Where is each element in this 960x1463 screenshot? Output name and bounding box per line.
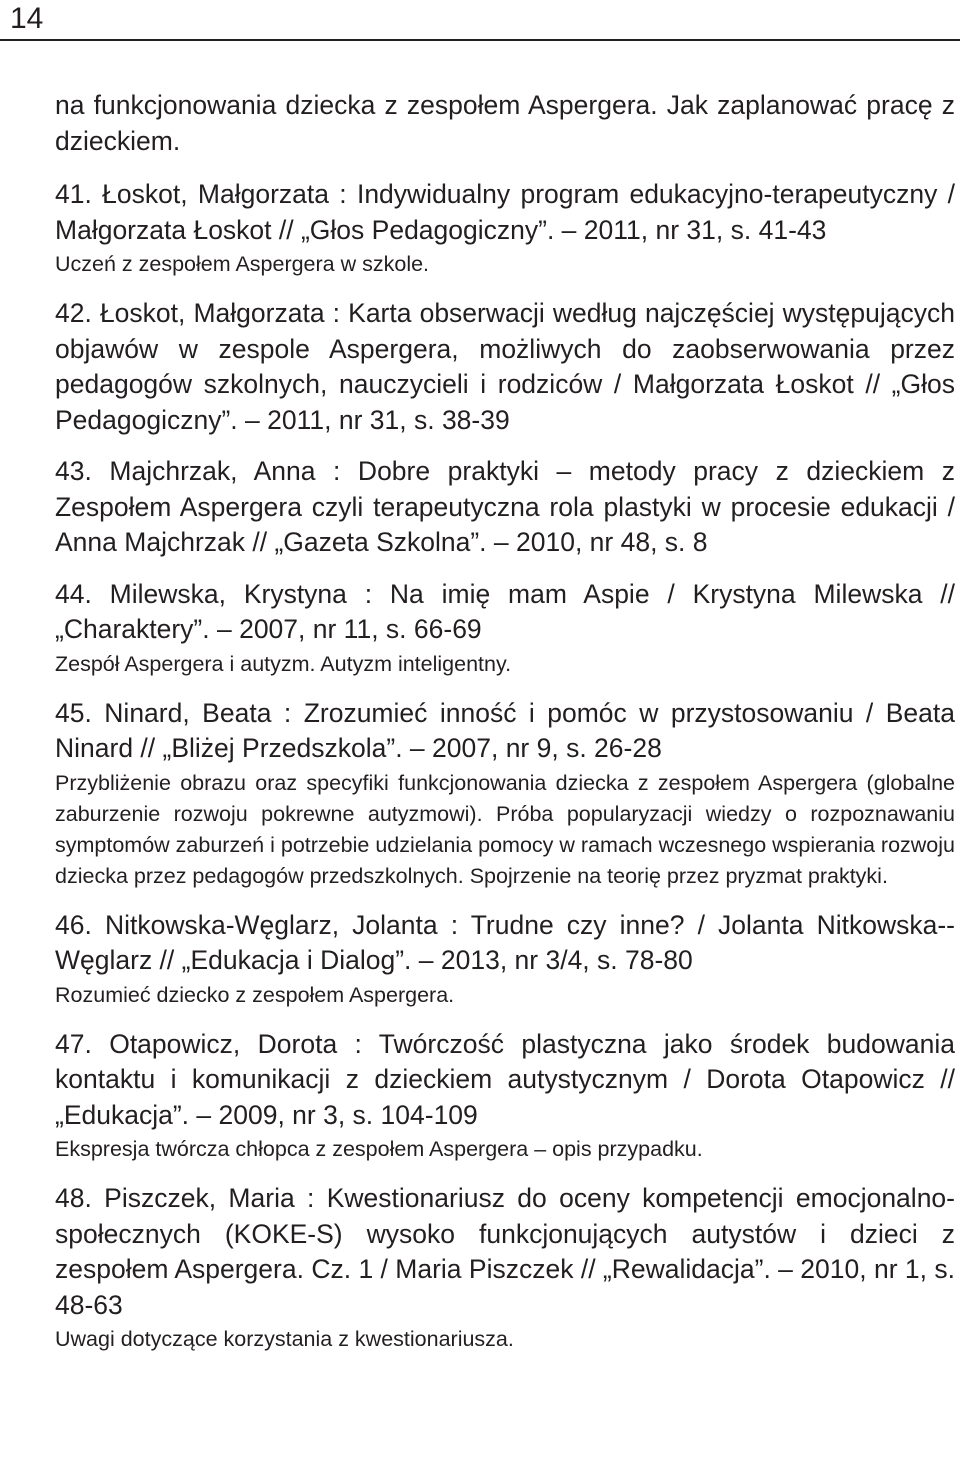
entry-annotation: Zespół Aspergera i autyzm. Autyzm inteligentny. xyxy=(55,651,512,676)
entry-annotation: Przybliżenie obrazu oraz specyfiki funkcjonowania dziecka z zespołem Aspergera (globalne zaburzenie rozwoju pokrewne autyzmowi). Próba popularyzacji wiedzy o rozpoznawaniu symptomów zaburzeń i potrzebie udzielania pomocy w ramach wczesnego wspierania rozwoju dziecka przez pedagogów przedszkolnych. Spojrzenie na teorię przez pryzmat praktyki. xyxy=(55,770,955,888)
entry-annotation: Uczeń z zespołem Aspergera w szkole. xyxy=(55,252,430,276)
entry-annotation: Rozumieć dziecko z zespołem Aspergera. xyxy=(55,982,455,1007)
list-item xyxy=(55,177,955,280)
list-item xyxy=(55,454,955,561)
entry-citation: 42. Łoskot, Małgorzata : Karta obserwacji według najczęściej występujących objawów w zespole Aspergera, możliwych do zaobserwowania przez pedagogów szkolnych, nauczycieli i rodziców / Małgorzata Łoskot // „Głos Pedagogiczny”. – 2011, nr 31, s. 38-39 xyxy=(55,298,955,435)
bibliography-list xyxy=(55,88,955,1371)
entry-citation: 44. Milewska, Krystyna : Na imię mam Aspie / Krystyna Milewska // „Charaktery”. – 2007, nr 11, s. 66-69 xyxy=(55,578,955,644)
entry-citation: 46. Nitkowska-Węglarz, Jolanta : Trudne czy inne? / Jolanta Nitkowska--Węglarz // „Edukacja i Dialog”. – 2013, nr 3/4, s. 78-80 xyxy=(55,909,955,975)
entry-citation: 48. Piszczek, Maria : Kwestionariusz do oceny kompetencji emocjonalno-społecznych (KOKE-S) wysoko funkcjonujących autystów i dzieci z zespołem Aspergera. Cz. 1 / Maria Piszczek // „Rewalidacja”. – 2010, nr 1, s. 48-63 xyxy=(55,1183,955,1320)
entry-citation: 47. Otapowicz, Dorota : Twórczość plastyczna jako środek budowania kontaktu i komunikacji z dzieckiem autystycznym / Dorota Otapowicz // „Edukacja”. – 2009, nr 3, s. 104-109 xyxy=(55,1028,955,1130)
list-item xyxy=(55,88,955,159)
list-item xyxy=(55,1027,955,1166)
page-number: 14 xyxy=(10,2,44,35)
list-item xyxy=(55,908,955,1011)
entry-citation: 45. Ninard, Beata : Zrozumieć inność i pomóc w przystosowaniu / Beata Ninard // „Bliżej Przedszkola”. – 2007, nr 9, s. 26-28 xyxy=(55,697,955,763)
entry-citation: 41. Łoskot, Małgorzata : Indywidualny program edukacyjno-terapeutyczny / Małgorzata Łoskot // „Głos Pedagogiczny”. – 2011, nr 31, s. 41-43 xyxy=(55,179,955,245)
entry-annotation: Uwagi dotyczące korzystania z kwestionariusza. xyxy=(55,1327,514,1351)
list-item xyxy=(55,696,955,892)
header-rule xyxy=(0,39,960,41)
list-item xyxy=(55,1181,955,1355)
entry-annotation: Ekspresja twórcza chłopca z zespołem Aspergera – opis przypadku. xyxy=(55,1137,703,1161)
entry-citation: na funkcjonowania dziecka z zespołem Aspergera. Jak zaplanować pracę z dzieckiem. xyxy=(55,90,955,156)
list-item xyxy=(55,296,955,438)
entry-citation: 43. Majchrzak, Anna : Dobre praktyki – metody pracy z dzieckiem z Zespołem Aspergera czyli terapeutyczna rola plastyki w procesie edukacji / Anna Majchrzak // „Gazeta Szkolna”. – 2010, nr 48, s. 8 xyxy=(55,456,955,557)
list-item xyxy=(55,577,955,680)
